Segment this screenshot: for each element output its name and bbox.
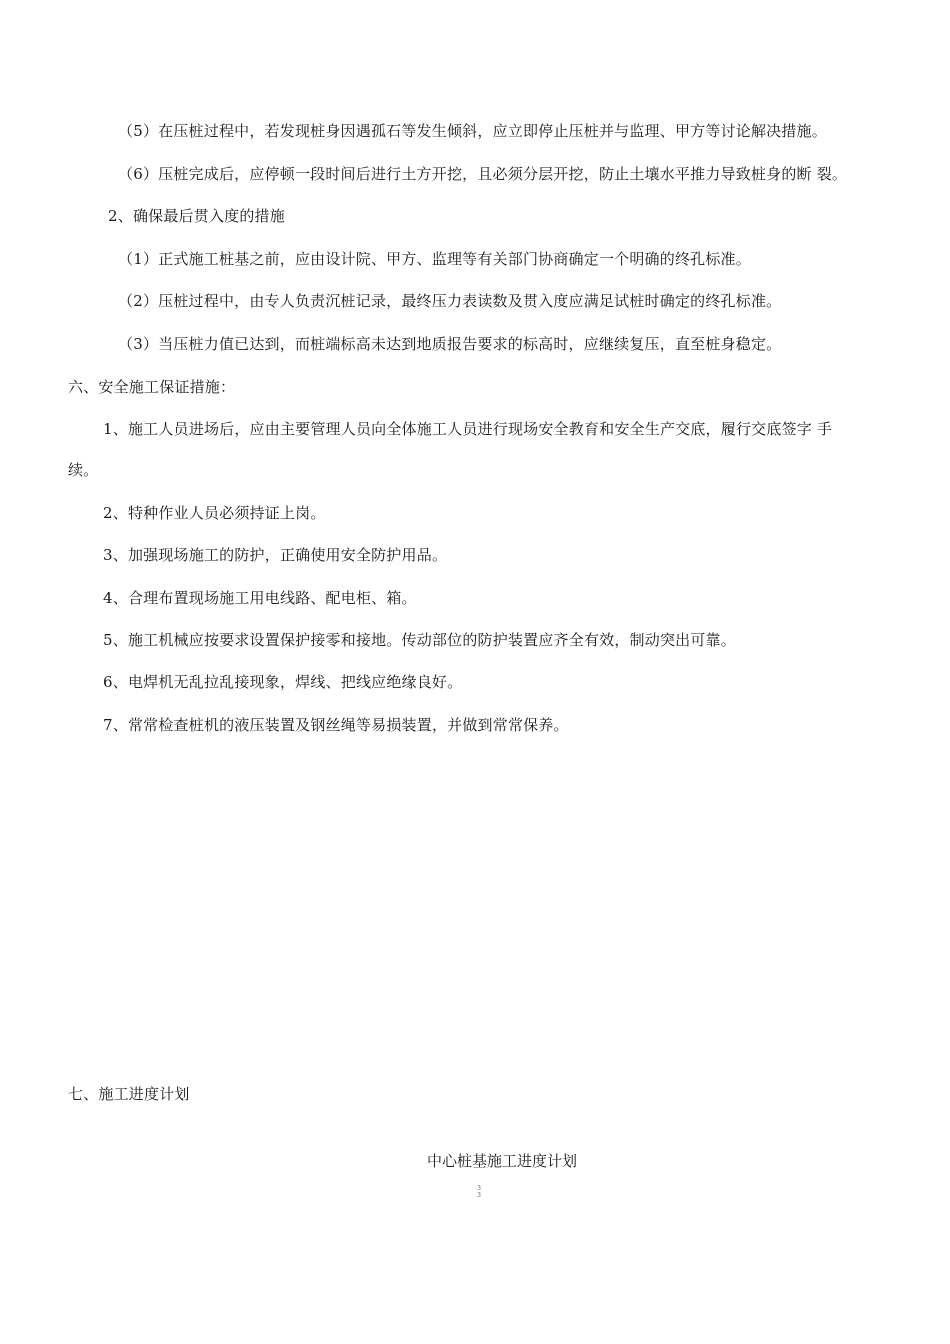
section-6-item-7: 7、常常检查桩机的液压装置及钢丝绳等易损装置，并做到常常保养。	[103, 716, 569, 734]
section-6-title: 六、安全施工保证措施：	[68, 378, 236, 396]
paragraph-item-6: （6）压桩完成后，应停顿一段时间后进行土方开挖，且必须分层开挖，防止土壤水平推力导致桩身的断 裂。	[118, 165, 848, 183]
subsection-item-3: （3）当压桩力值已达到，而桩端标高未达到地质报告要求的标高时，应继续复压，直至桩身稳定。	[118, 335, 782, 353]
section-6-item-3: 3、加强现场施工的防护，正确使用安全防护用品。	[103, 546, 448, 564]
page-number-bottom: 3	[477, 1192, 481, 1199]
subsection-item-1: （1）正式施工桩基之前，应由设计院、甲方、监理等有关部门协商确定一个明确的终孔标准。	[118, 250, 751, 268]
section-6-item-6: 6、电焊机无乱拉乱接现象，焊线、把线应绝缘良好。	[103, 673, 463, 691]
subsection-item-2: （2）压桩过程中，由专人负责沉桩记录，最终压力表读数及贯入度应满足试桩时确定的终孔标准。	[118, 292, 782, 310]
section-6-item-1-continued: 续。	[68, 461, 99, 479]
subsection-title: 2、确保最后贯入度的措施	[108, 207, 285, 225]
section-6-item-1: 1、施工人员进场后，应由主要管理人员向全体施工人员进行现场安全教育和安全生产交底，履行交底签字 手	[103, 420, 833, 438]
section-6-item-2: 2、特种作业人员必须持证上岗。	[103, 504, 326, 522]
page-number-top: 3	[477, 1185, 481, 1192]
section-6-item-4: 4、合理布置现场施工用电线路、配电柜、箱。	[103, 589, 417, 607]
section-7-title: 七、施工进度计划	[68, 1085, 190, 1103]
paragraph-item-5: （5）在压桩过程中，若发现桩身因遇孤石等发生倾斜，应立即停止压桩并与监理、甲方等讨论解决措施。	[118, 122, 827, 140]
section-6-item-5: 5、施工机械应按要求设置保护接零和接地。传动部位的防护装置应齐全有效，制动突出可靠。	[103, 631, 736, 649]
schedule-table-title: 中心桩基施工进度计划	[427, 1152, 578, 1170]
